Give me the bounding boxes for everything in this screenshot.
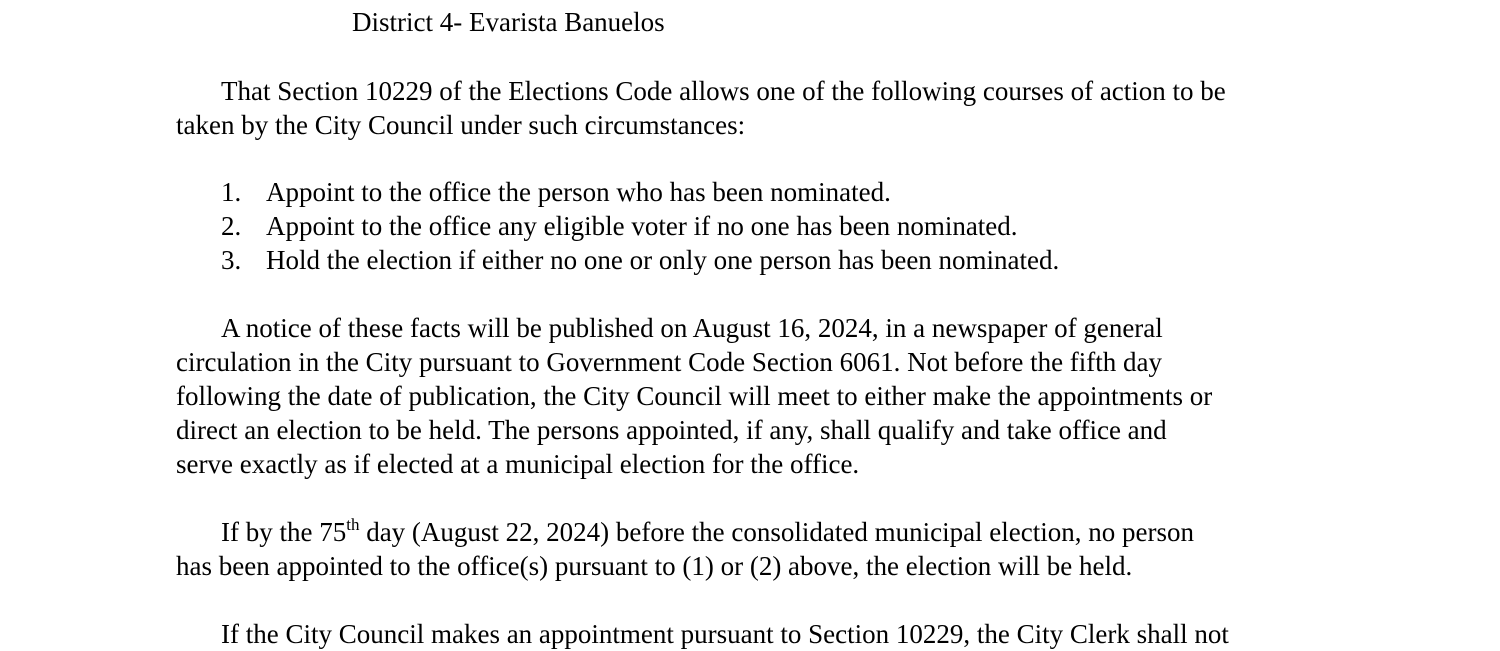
paragraph-1-line-1: That Section 10229 of the Elections Code allows one of the following courses of action to be bbox=[221, 76, 1226, 106]
paragraph-3-line-1-end: day (August 22, 2024) before the consolidated municipal election, no person bbox=[359, 517, 1194, 547]
list-item-number: 2. bbox=[221, 211, 242, 241]
paragraph-3-line-2: has been appointed to the office(s) pursuant to (1) or (2) above, the election will be held. bbox=[176, 551, 1133, 581]
district-line: District 4- Evarista Banuelos bbox=[352, 7, 665, 37]
paragraph-1-line-2: taken by the City Council under such circumstances: bbox=[176, 110, 746, 140]
list-item-text: Hold the election if either no one or only one person has been nominated. bbox=[266, 245, 1060, 275]
paragraph-3-line-1 bbox=[221, 515, 1194, 549]
paragraph-4-line-1: If the City Council makes an appointment pursuant to Section 10229, the City Clerk shall not bbox=[221, 619, 1229, 649]
paragraph-2-line-5: serve exactly as if elected at a municipal election for the office. bbox=[176, 449, 860, 479]
ordinal-superscript: th bbox=[346, 515, 360, 534]
paragraph-2-line-1: A notice of these facts will be published on August 16, 2024, in a newspaper of general bbox=[221, 313, 1163, 343]
paragraph-2-line-2: circulation in the City pursuant to Government Code Section 6061. Not before the fifth day bbox=[176, 347, 1163, 377]
list-item-text: Appoint to the office any eligible voter if no one has been nominated. bbox=[266, 211, 1018, 241]
paragraph-3-line-1-start: If by the 75 bbox=[221, 517, 347, 547]
list-item-number: 3. bbox=[221, 245, 242, 275]
paragraph-2-line-4: direct an election to be held. The persons appointed, if any, shall qualify and take office and bbox=[176, 415, 1167, 445]
paragraph-2-line-3: following the date of publication, the City Council will meet to either make the appointments or bbox=[176, 381, 1213, 411]
list-item-text: Appoint to the office the person who has been nominated. bbox=[266, 177, 891, 207]
list-item-number: 1. bbox=[221, 177, 242, 207]
